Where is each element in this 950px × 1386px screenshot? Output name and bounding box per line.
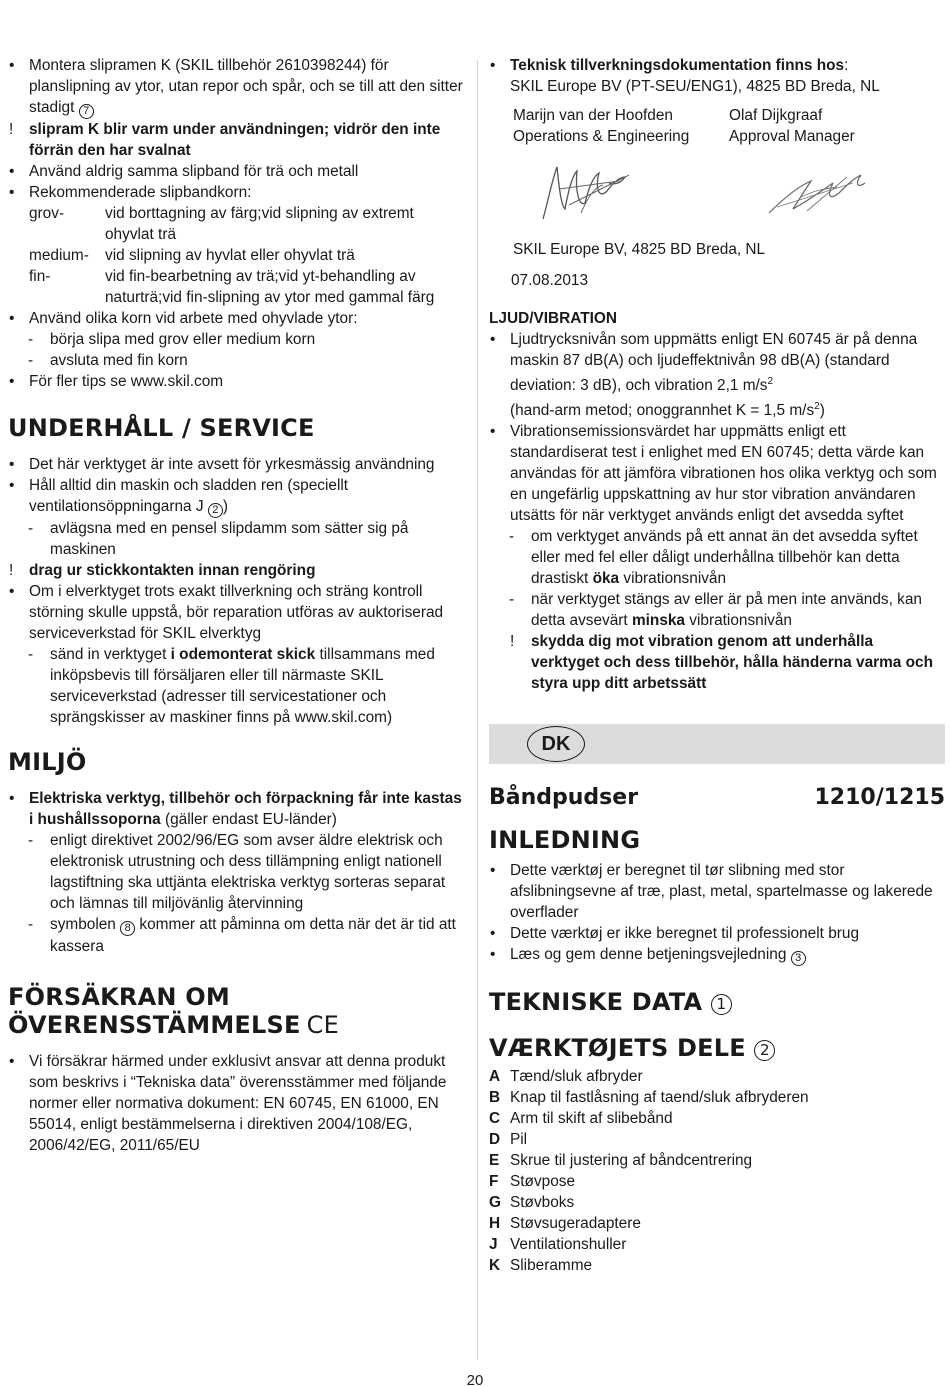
section-heading-tech-data [489, 988, 945, 1016]
part-key: D [489, 1131, 501, 1149]
signers [489, 105, 945, 147]
superscript: 2 [767, 376, 774, 387]
column-divider [477, 60, 478, 1360]
part-label: Knap til fastlåsning af taend/sluk afbryderen [510, 1089, 809, 1107]
list-item [8, 475, 466, 518]
signatures [489, 147, 945, 237]
part-key: A [489, 1068, 501, 1086]
sub-item: - avsluta med fin korn [8, 350, 466, 371]
grain-value: vid fin-bearbetning av trä;vid yt-behandling av naturträ;vid fin-slipning av ytor med gammal färg [105, 268, 435, 306]
text: ) [222, 498, 228, 515]
left-column [8, 55, 466, 1156]
reference-number: 2 [208, 503, 223, 518]
text: (hand-arm metod; onoggrannhet K = 1,5 m/s [510, 402, 815, 420]
part-key: G [489, 1194, 501, 1212]
list-item: • Vibrationsemissionsvärdet har uppmätts enligt ett standardiserat test i enlighet med EN 60745; detta värde kan användas för att jämföra vibrationen hos olika verktyg och som en ungefärlig uppskattning av hur stor vibration användaren utsätts för när verktyget används enligt det avsedda syftet [489, 421, 945, 526]
part-item [489, 1108, 945, 1129]
heading-text: VÆRKTØJETS DELE [489, 1034, 746, 1063]
reference-number: 1 [711, 994, 732, 1015]
part-item [489, 1255, 945, 1276]
text: om verktyget används på ett annat än det avsedda syftet eller med fel eller dåligt underhållna tillbehör kan detta drastiskt [531, 528, 918, 588]
warning: ! drag ur stickkontakten innan rengöring [8, 560, 466, 581]
text: vibrationsnivån [619, 570, 727, 588]
part-item [489, 1087, 945, 1108]
grain-row [8, 203, 466, 245]
company-line: SKIL Europe BV, 4825 BD Breda, NL [513, 241, 766, 258]
part-label: Sliberamme [510, 1257, 593, 1275]
ce-mark-icon: CE [306, 1011, 339, 1039]
part-label: Skrue til justering af båndcentrering [510, 1152, 753, 1170]
list-item [489, 55, 945, 97]
part-label: Arm til skift af slibebånd [510, 1110, 673, 1128]
superscript: 2 [814, 401, 820, 413]
text: SKIL Europe BV (PT-SEU/ENG1), 4825 BD Breda, NL [510, 78, 880, 95]
part-key: F [489, 1173, 499, 1191]
section-heading-parts [489, 1034, 945, 1062]
list-item [8, 788, 466, 830]
section-heading-environment: MILJÖ [8, 748, 87, 776]
list-item: • Vi försäkrar härmed under exklusivt ansvar att denna produkt som beskrivs i “Tekniska data” överensstämmer med följande normer eller normativa dokument: EN 60745, EN 61000, EN 55014, enligt bestämmelserna i direktiven 2004/108/EG, 2006/42/EG, 2011/65/EU [8, 1051, 466, 1156]
part-item [489, 1192, 945, 1213]
product-title [489, 784, 945, 812]
list-item [8, 55, 466, 119]
sub-item [489, 526, 945, 589]
text: när verktyget stängs av eller är på men inte används, kan detta avsevärt [531, 591, 922, 630]
sub-item: - börja slipa med grov eller medium korn [8, 329, 466, 350]
signer-2 [729, 105, 945, 147]
sub-item: - enligt direktivet 2002/96/EG som avser äldre elektrisk och elektronisk utrustning och dess tillämpning enligt nationell lagstiftning ska uttjänta elektriska verktyg sorteras separat och lämnas till miljövänlig återvinning [8, 830, 466, 914]
part-key: E [489, 1152, 500, 1170]
text: symbolen [50, 916, 121, 933]
part-key: C [489, 1110, 501, 1128]
section-heading-declaration-2 [8, 1011, 466, 1039]
grain-key: medium- [29, 247, 89, 264]
reference-number: 2 [754, 1040, 775, 1061]
text: vibrationsnivån [685, 612, 792, 630]
bold-text: öka [592, 570, 620, 588]
sub-item [489, 589, 945, 631]
warning: ! skydda dig mot vibration genom att underhålla verktyget och dess tillbehör, hålla händerna varma och styra upp ditt arbetssätt [489, 631, 945, 694]
heading-line: ÖVERENSSTÄMMELSE [8, 1011, 301, 1039]
text: sänd in verktyget [50, 646, 171, 663]
list-item: • Dette værktøj er beregnet til tør slibning med stor afslibningsevne af træ, plast, metal, spartelmasse og lakerede overflader [489, 860, 945, 923]
language-banner [489, 724, 945, 764]
signer-name: Olaf Dijkgraaf [729, 107, 823, 124]
part-key: H [489, 1215, 501, 1233]
part-label: Støvboks [510, 1194, 575, 1212]
list-item [489, 329, 945, 421]
section-heading-sound: LJUD/VIBRATION [489, 310, 617, 327]
sub-item: - avlägsna med en pensel slipdamm som sätter sig på maskinen [8, 518, 466, 560]
parts-list [489, 1066, 945, 1276]
text: : [844, 57, 849, 74]
part-item [489, 1171, 945, 1192]
grain-row [8, 266, 466, 308]
sub-item [8, 644, 466, 728]
heading-text: TEKNISKE DATA [489, 988, 703, 1017]
part-label: Støvsugeradaptere [510, 1215, 641, 1233]
section-heading-intro: INLEDNING [489, 826, 641, 855]
text: Ljudtrycksnivån som uppmätts enligt EN 60745 är på denna maskin 87 dB(A) och ljudeffektnivån 98 dB(A) (standard deviation: 3 dB), och vibration 2,1 m/s [510, 331, 918, 395]
text: Montera slipramen K (SKIL tillbehör 2610398244) för planslipning av ytor, utan repor och spår, och se till att den sitter stadigt [29, 57, 463, 116]
grain-row [8, 245, 466, 266]
part-item [489, 1129, 945, 1150]
part-label: Støvpose [510, 1173, 576, 1191]
part-label: Pil [510, 1131, 528, 1149]
bold-text: i odemonterat skick [170, 646, 316, 663]
bold-text: Teknisk tillverkningsdokumentation finns hos [510, 57, 845, 74]
reference-number: 7 [79, 104, 94, 119]
product-name: Båndpudser [489, 785, 639, 811]
heading-line: FÖRSÄKRAN OM [8, 983, 230, 1011]
text: Håll alltid din maskin och sladden ren (speciellt ventilationsöppningarna J [29, 477, 349, 515]
signer-1 [513, 105, 729, 147]
section-heading-service: UNDERHÅLL / SERVICE [8, 414, 315, 442]
list-item: • Om i elverktyget trots exakt tillverkning och sträng kontroll störning skulle uppstå, bör reparation utföras av auktoriserad serviceverkstad för SKIL elverktyg [8, 581, 466, 644]
text: kommer att påminna om detta när det är tid att kassera [50, 916, 456, 955]
part-key: B [489, 1089, 501, 1107]
signature-2-image [757, 147, 950, 237]
part-item [489, 1150, 945, 1171]
list-item: • Rekommenderade slipbandkorn: [8, 182, 466, 203]
bold-text: Elektriska verktyg, tillbehör och förpackning får inte kastas i hushållssoporna [29, 790, 462, 828]
grain-value: vid borttagning av färg;vid slipning av extremt ohyvlat trä [105, 205, 414, 243]
list-item: • Använd olika korn vid arbete med ohyvlade ytor: [8, 308, 466, 329]
list-item: • Dette værktøj er ikke beregnet til professionelt brug [489, 923, 945, 944]
warning: ! slipram K blir varm under användningen; vidrör den inte förrän den har svalnat [8, 119, 466, 161]
date: 07.08.2013 [511, 272, 589, 289]
product-model: 1210/1215 [814, 785, 945, 811]
text: ) [819, 402, 825, 420]
grain-key: grov- [29, 205, 65, 222]
part-key: K [489, 1257, 501, 1275]
grain-key: fin- [29, 268, 51, 285]
list-item: • Använd aldrig samma slipband för trä och metall [8, 161, 466, 182]
signer-name: Marijn van der Hoofden [513, 107, 673, 124]
part-item [489, 1234, 945, 1255]
reference-number: 8 [120, 921, 135, 936]
grain-value: vid slipning av hyvlat eller ohyvlat trä [105, 247, 355, 264]
part-item [489, 1066, 945, 1087]
part-item [489, 1213, 945, 1234]
list-item: • Det här verktyget är inte avsett för yrkesmässig användning [8, 454, 466, 475]
list-item: • För fler tips se www.skil.com [8, 371, 466, 392]
right-column [489, 55, 945, 1276]
text: tillsammans med inköpsbevis till försäljaren eller till närmaste SKIL serviceverkstad (adresser till servicestationer och sprängskisser av maskiner finns på www.skil.com) [50, 646, 435, 726]
text: (gäller endast EU-länder) [160, 811, 337, 828]
sub-item [8, 914, 466, 957]
part-label: Tænd/sluk afbryder [510, 1068, 643, 1086]
language-badge: DK [527, 726, 585, 762]
reference-number: 3 [791, 951, 806, 966]
page-number: 20 [466, 1372, 484, 1386]
part-key: J [489, 1236, 498, 1254]
part-label: Ventilationshuller [510, 1236, 627, 1254]
signer-title: Approval Manager [729, 128, 855, 145]
section-heading-declaration [8, 983, 466, 1011]
list-item [489, 944, 945, 966]
bold-text: minska [631, 612, 685, 630]
signer-title: Operations & Engineering [513, 128, 690, 145]
signature-1-image [529, 147, 729, 237]
text: Læs og gem denne betjeningsvejledning [510, 946, 791, 964]
